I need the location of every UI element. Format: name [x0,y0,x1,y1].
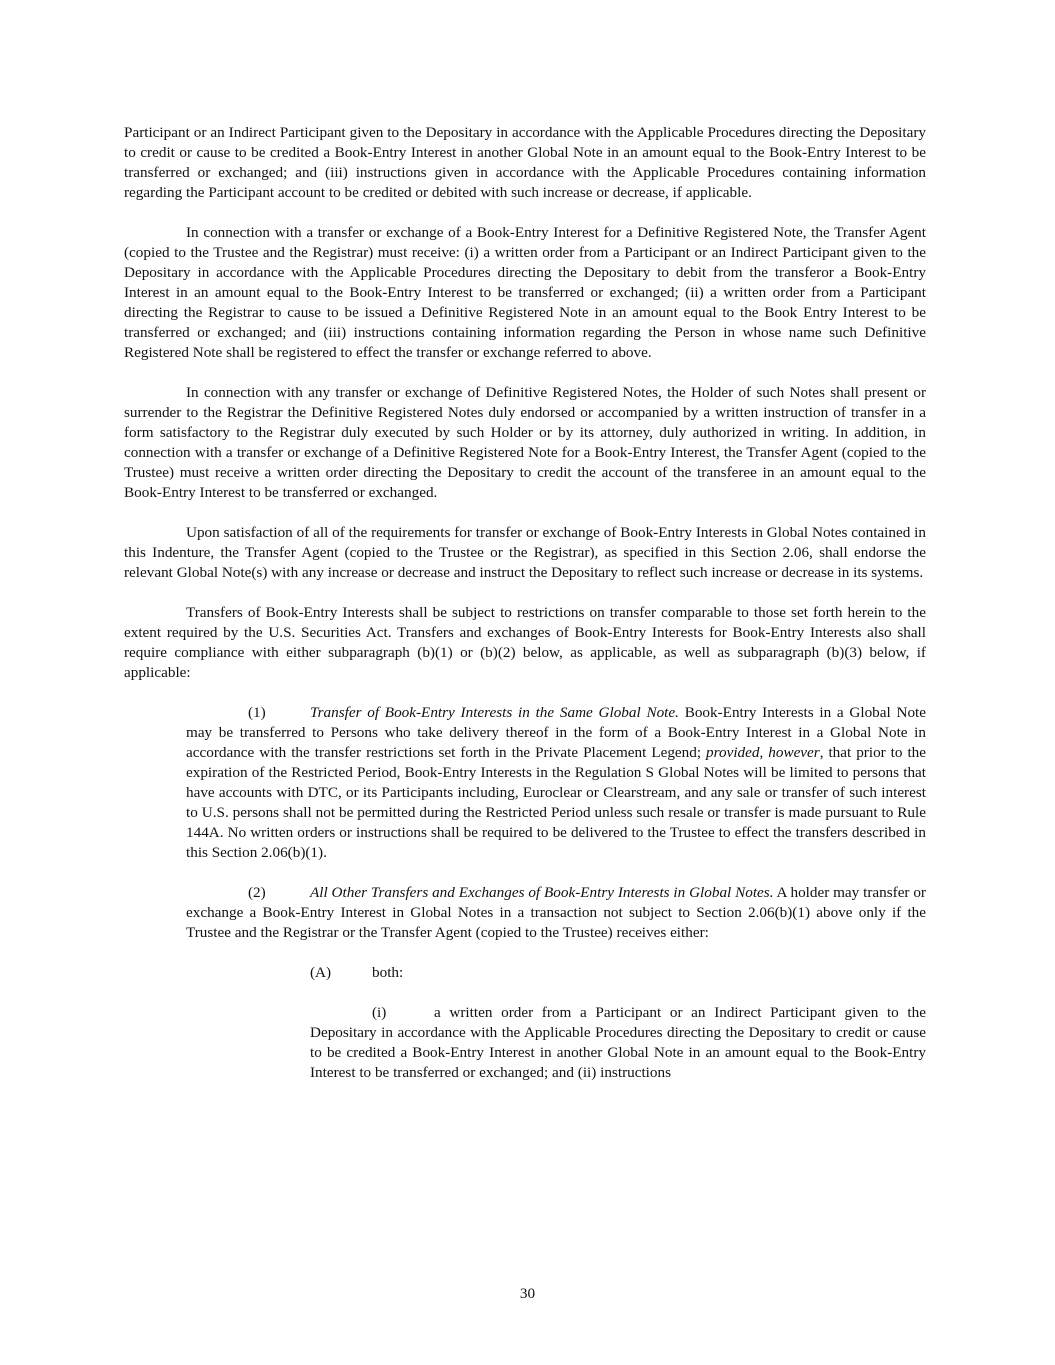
paragraph-satisfaction: Upon satisfaction of all of the requirements for transfer or exchange of Book-Entry Interests in Global Notes contained in this Indenture, the Transfer Agent (copied to the Trustee or the Registrar), as specified in this Section 2.06, shall endorse the relevant Global Note(s) with any increase or decrease and instruct the Depositary to reflect such increase or decrease in its systems. [124,524,926,581]
subparagraph-1-heading: Transfer of Book-Entry Interests in the Same Global Note. [310,704,679,721]
however-term: however [768,744,820,761]
subparagraph-2-number: (2) [248,884,266,901]
paragraph-restrictions: Transfers of Book-Entry Interests shall be subject to restrictions on transfer comparable to those set forth herein to the extent required by the U.S. Securities Act. Transfers and exchanges of Book-Entry Interests for Book-Entry Interests also shall require compliance with either subparagraph (b)(1) or (b)(2) below, as applicable, as well as subparagraph (b)(3) below, if applicable: [124,604,926,681]
subparagraph-1-text-b: , that prior to the expiration of the Restricted Period, Book-Entry Interests in the Regulation S Global Notes will be limited to persons that have accounts with DTC, or its Participants including, Euroclear or Clearstream, and any sale or transfer of such interest to U.S. persons shall not be permitted during the Restricted Period unless such resale or transfer is made pursuant to Rule 144A. No written orders or instructions shall be required to be delivered to the Trustee to effect the transfers described in this Section 2.06(b)(1). [186,744,927,861]
subparagraph-2-heading: All Other Transfers and Exchanges of Book-Entry Interests in Global Notes. [310,884,774,901]
comma: , [759,744,769,761]
clause-a-number: (A) [310,964,332,981]
paragraph-definitive-notes: In connection with any transfer or exchange of Definitive Registered Notes, the Holder of such Notes shall present or surrender to the Registrar the Definitive Registered Notes duly endorsed or accompanied by a written instruction of transfer in a form satisfactory to the Registrar duly executed by such Holder or by its attorney, duly authorized in writing. In addition, in connection with a transfer or exchange of a Definitive Registered Note for a Book-Entry Interest, the Transfer Agent (copied to the Trustee) must receive a written order directing the Depositary to credit the account of the transferee in an amount equal to the Book-Entry Interest to be transferred or exchanged. [124,384,926,501]
subparagraph-1-number: (1) [248,704,266,721]
document-body [124,123,926,1083]
clause-a [310,963,926,983]
page-number: 30 [519,1285,536,1302]
clause-i [310,1003,926,1083]
clause-i-text: a written order from a Participant or an Indirect Participant given to the Depositary in accordance with the Applicable Procedures directing the Depositary to credit or cause to be credited a Book-Entry Interest in another Global Note in an amount equal to the Book-Entry Interest to be transferred or exchanged; and (ii) instructions [310,1004,926,1081]
clause-i-number: (i) [372,1004,387,1021]
subparagraph-1-text-a: Book-Entry Interests in a Global Note may be transferred to Persons who take delivery thereof in the form of a Book-Entry Interest in a Global Note in accordance with the transfer restrictions set forth in the Private Placement Legend; [186,704,926,761]
clause-a-text: both: [372,964,404,981]
subparagraph-2-text: A holder may transfer or exchange a Book-Entry Interest in Global Notes in a transaction not subject to Section 2.06(b)(1) above only if the Trustee and the Registrar or the Transfer Agent (copied to the Trustee) receives either: [186,884,926,941]
paragraph-continuation: Participant or an Indirect Participant given to the Depositary in accordance with the Applicable Procedures directing the Depositary to credit or cause to be credited a Book-Entry Interest in another Global Note in an amount equal to the Book-Entry Interest to be transferred or exchanged; and (iii) instructions given in accordance with the Applicable Procedures containing information regarding the Participant account to be credited or debited with such increase or decrease, if applicable. [124,124,926,201]
provided-term: provided [706,744,760,761]
subparagraph-2 [186,883,926,943]
subparagraph-1 [186,703,926,863]
paragraph-definitive-transfer: In connection with a transfer or exchange of a Book-Entry Interest for a Definitive Registered Note, the Transfer Agent (copied to the Trustee and the Registrar) must receive: (i) a written order from a Participant or an Indirect Participant given to the Depositary in accordance with the Applicable Procedures directing the Depositary to debit from the transferor a Book-Entry Interest in an amount equal to the Book-Entry Interest to be transferred or exchanged; (ii) a written order from a Participant directing the Registrar to cause to be issued a Definitive Registered Note in an amount equal to the Book Entry Interest to be transferred or exchanged; and (iii) instructions containing information regarding the Person in whose name such Definitive Registered Note shall be registered to effect the transfer or exchange referred to above. [124,224,926,361]
